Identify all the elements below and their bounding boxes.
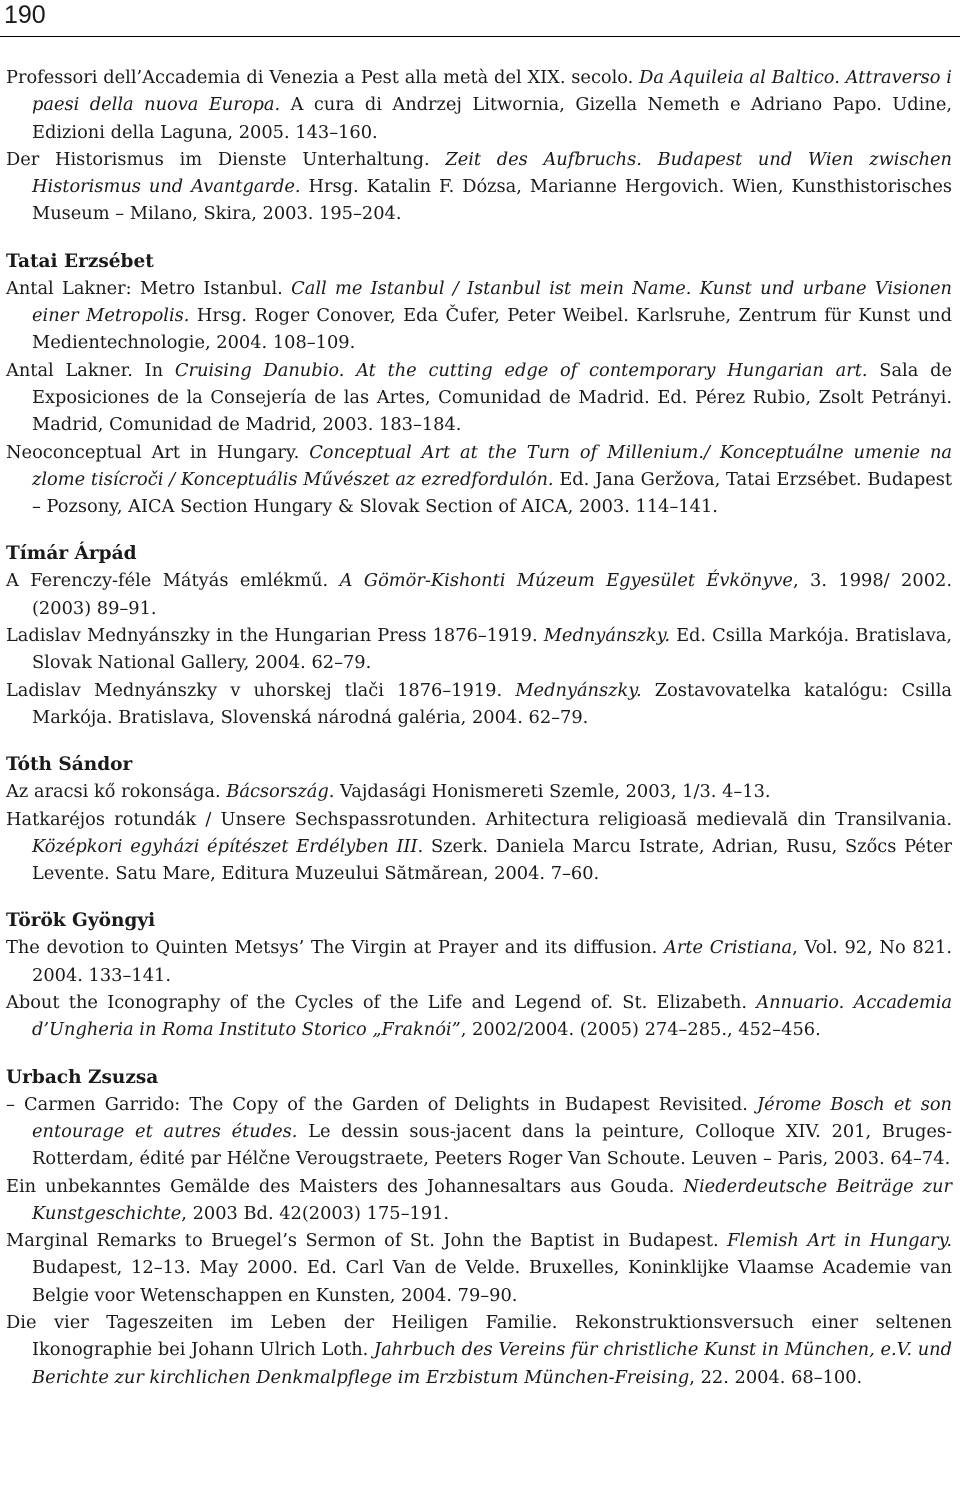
entry-text: , 22. 2004. 68–100. [689,1366,863,1388]
header-rule [0,36,960,37]
bibliography-section [6,1064,952,1391]
entry-text: Zostavovatelka katalógu: Csilla Markója. Bratislava, Slovenská národná galéria, 2004. 62–79. [32,679,953,728]
bibliography-entry [6,622,952,677]
entry-text: The devotion to Quinten Metsys’ The Virgin at Prayer and its diffusion. [6,937,665,959]
entry-title: Da Aquileia al Baltico. Attraverso i paesi della nuova Europa. [32,67,952,116]
entry-title: Mednyánszky. [543,625,670,647]
bibliography-section [6,64,952,228]
bibliography-entry [6,146,952,228]
bibliography-entry [6,64,952,146]
entry-text: Hatkaréjos rotundák / Unsere Sechspassrotunden. Arhitectura religioasă medievală din Transilvania. [6,808,952,830]
entry-text: Hrsg. Roger Conover, Eda Čufer, Peter Weibel. Karlsruhe, Zentrum für Kunst und Medientechnologie, 2004. 108–109. [32,305,953,354]
bibliography-section [6,540,952,731]
entry-text: Sala de Exposiciones de la Consejería de las Artes, Comunidad de Madrid. Ed. Pérez Rubio, Zsolt Petrányi. Madrid, Comunidad de Madrid, 2003. 183–184. [32,359,952,436]
entry-text: Az aracsi kő rokonsága. [6,781,227,803]
entry-text: Ladislav Mednyánszky in the Hungarian Press 1876–1919. [6,625,544,647]
entry-title: Niederdeutsche Beiträge zur Kunstgeschichte [32,1175,952,1224]
bibliography-entry [6,677,952,732]
entry-title: Conceptual Art at the Turn of Millenium./ Konceptuálne umenie na zlome tisícroči / Konceptuális Művészet az ezredfordulón. [32,441,952,490]
bibliography-entry [6,778,952,805]
entry-text: Ladislav Mednyánszky v uhorskej tlači 1876–1919. [6,679,516,701]
entry-text: Marginal Remarks to Bruegel’s Sermon of St. John the Baptist in Budapest. [6,1230,728,1252]
entry-text: Neoconceptual Art in Hungary. [6,441,310,463]
entry-text: Le dessin sous-jacent dans la peinture, Colloque XIV. 201, Bruges-Rotterdam, édité par Hélčne Verougstraete, Peeters Roger Van Schoute. Leuven – Paris, 2003. 64–74. [32,1120,952,1170]
bibliography-entry [6,357,952,439]
entry-text: Vajdasági Honismereti Szemle, 2003, 1/3. 4–13. [334,781,771,803]
bibliography-entry [6,1173,952,1228]
page-number: 190 [4,1,46,29]
bibliography-entry [6,1309,952,1391]
entry-text: Der Historismus im Dienste Unterhaltung. [6,148,446,170]
author-heading: Török Gyöngyi [6,910,156,932]
entry-text: A Ferenczy-féle Mátyás emlékmű. [6,570,340,592]
entry-title: Mednyánszky. [515,679,642,701]
bibliography-entry [6,439,952,521]
entry-title: Bácsország. [226,781,335,803]
entry-title: Zeit des Aufbruchs. Budapest und Wien zwischen Historismus und Avantgarde. [32,148,952,198]
entry-text: Budapest, 12–13. May 2000. Ed. Carl Van de Velde. Bruxelles, Koninklijke Vlaamse Academie van Belgie voor Wetenschappen en Kunsten, 2004. 79–90. [32,1257,952,1306]
entry-text: A cura di Andrzej Litwornia, Gizella Nemeth e Adriano Papo. Udine, Edizioni della Laguna, 2005. 143–160. [32,94,952,143]
entry-text: Die vier Tageszeiten im Leben der Heiligen Familie. Rekonstruktionsversuch einer seltenen Ikonographie bei Johann Ulrich Loth. [6,1311,952,1361]
bibliography-entry [6,934,952,989]
entry-text: Professori dell’Accademia di Venezia a Pest alla metà del XIX. secolo. [6,67,640,88]
author-heading: Tímár Árpád [6,543,137,565]
author-heading: Tatai Erzsébet [6,250,154,272]
bibliography-section [6,907,952,1043]
author-heading: Tóth Sándor [6,754,133,776]
entry-title: A Gömör-Kishonti Múzeum Egyesület Évkönyve [339,570,793,592]
entry-text: Hrsg. Katalin F. Dózsa, Marianne Hergovich. Wien, Kunsthistorisches Museum – Milano, Skira, 2003. 195–204. [32,176,952,225]
bibliography-entry [6,1227,952,1309]
entry-title: Középkori egyházi építészet Erdélyben III. [32,835,424,857]
entry-text: , 3. 1998/ 2002. (2003) 89–91. [32,570,952,619]
entry-title: Jahrbuch des Vereins für christliche Kunst in München, e.V. und Berichte zur kirchlichen Denkmalpflege im Erzbistum München-Freising [32,1339,952,1388]
entry-text: About the Iconography of the Cycles of the Life and Legend of. St. Elizabeth. [6,992,757,1014]
entry-title: Jérome Bosch et son entourage et autres études. [32,1093,952,1142]
bibliography-entry [6,989,952,1044]
bibliography-entry [6,275,952,357]
entry-title: Flemish Art in Hungary. [727,1230,952,1252]
entry-text: , Vol. 92, No 821. 2004. 133–141. [32,937,952,986]
author-heading: Urbach Zsuzsa [6,1066,159,1088]
entry-title: Annuario. Accademia d’Ungheria in Roma Instituto Storico „Fraknói” [32,992,952,1041]
entry-text: – Carmen Garrido: The Copy of the Garden of Delights in Budapest Revisited. [6,1093,758,1115]
entry-title: Cruising Danubio. At the cutting edge of contemporary Hungarian art. [174,359,868,381]
entry-title: Call me Istanbul / Istanbul ist mein Name. Kunst und urbane Visionen einer Metropolis. [32,277,952,327]
entry-text: Antal Lakner: Metro Istanbul. [6,277,292,299]
bibliography-entry [6,567,952,622]
bibliography-entry [6,806,952,888]
entry-text: Antal Lakner. In [6,359,175,381]
entry-title: Arte Cristiana [664,937,793,959]
entry-text: Ed. Jana Geržova, Tatai Erzsébet. Budapest – Pozsony, AICA Section Hungary & Slovak Section of AICA, 2003. 114–141. [32,468,952,518]
bibliography [6,64,952,1391]
entry-text: Szerk. Daniela Marcu Istrate, Adrian, Rusu, Szőcs Péter Levente. Satu Mare, Editura Muzeului Sătmărean, 2004. 7–60. [32,835,952,885]
entry-text: Ein unbekanntes Gemälde des Maisters des Johannesaltars aus Gouda. [6,1175,684,1197]
bibliography-section [6,751,952,887]
bibliography-section [6,248,952,521]
entry-text: Ed. Csilla Markója. Bratislava, Slovak National Gallery, 2004. 62–79. [32,625,953,674]
bibliography-entry [6,1091,952,1173]
entry-text: , 2003 Bd. 42(2003) 175–191. [181,1202,450,1224]
entry-text: , 2002/2004. (2005) 274–285., 452–456. [460,1019,821,1041]
